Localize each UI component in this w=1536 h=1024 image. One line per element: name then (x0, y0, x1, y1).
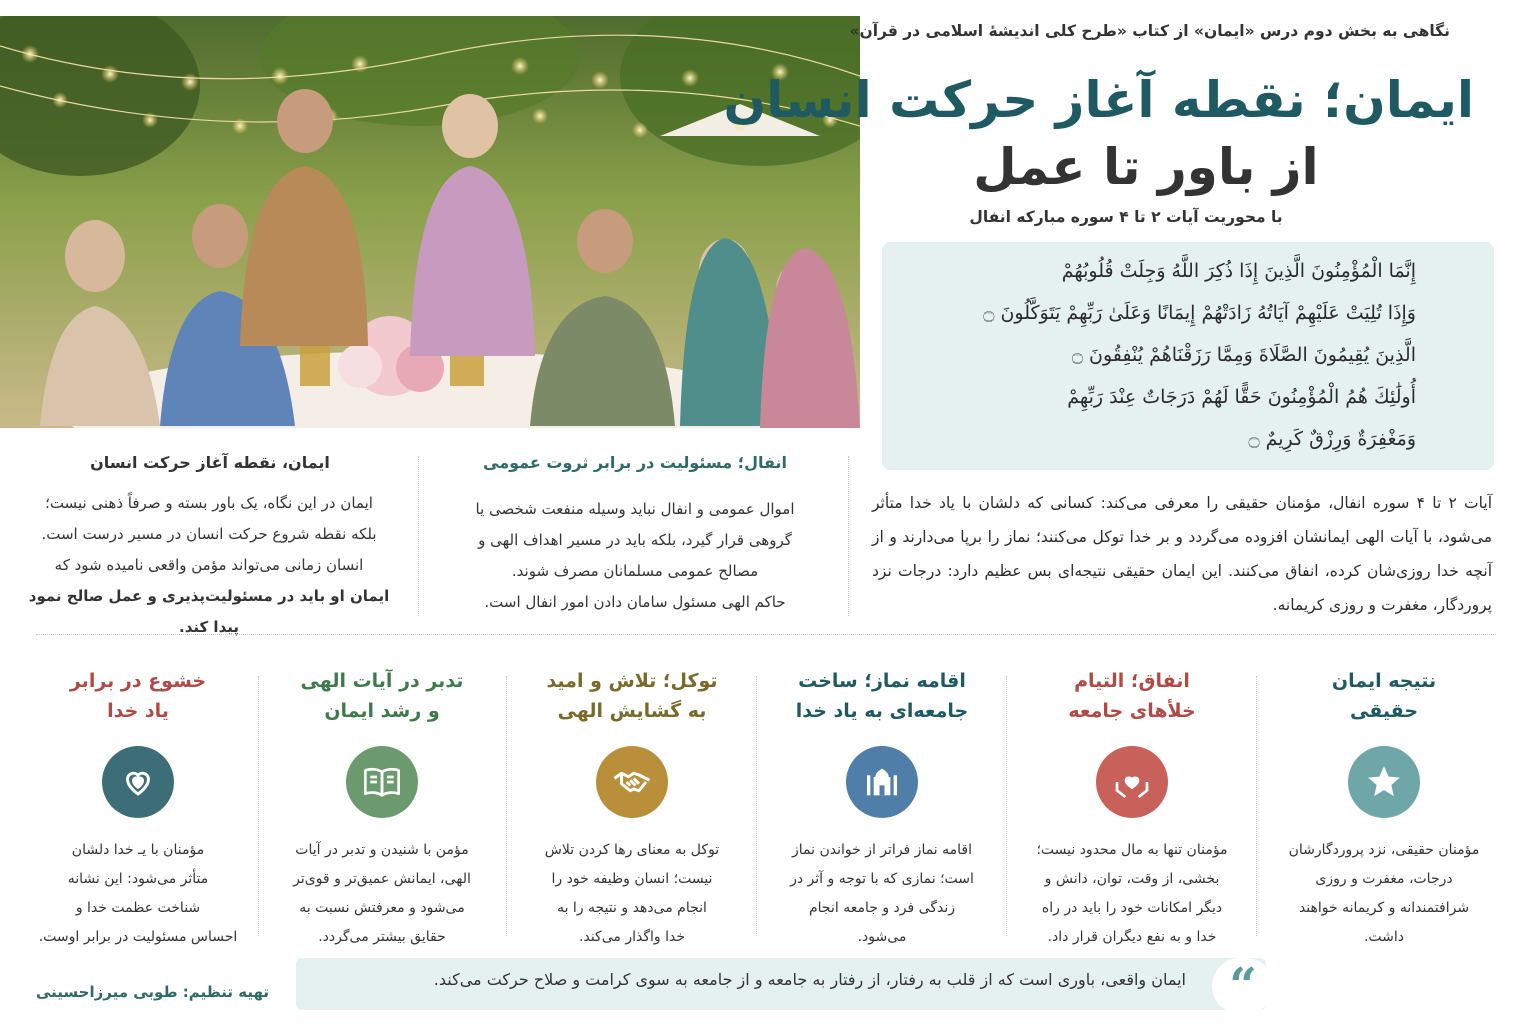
card-title-line: به گشایش الهی (557, 700, 707, 722)
anfal-line: حاکم الهی مسئول سامان دادن امور انفال است. (484, 593, 786, 611)
intro-text: نگاهی به بخش دوم درس «ایمان» از کتاب «طرح کلی اندیشهٔ اسلامی در قرآن» (849, 22, 1450, 40)
card-title-line: توکل؛ تلاش و امید (546, 670, 718, 692)
card-divider (258, 676, 259, 936)
card-title (512, 666, 752, 730)
faith-line: بلکه نقطه شروع حرکت انسان در مسیر درست است. (41, 525, 377, 543)
card-description (262, 836, 502, 952)
credit: تهیه تنظیم: طوبی میرزاحسینی (36, 983, 270, 1001)
card-line: داشت. (1363, 929, 1405, 945)
card-line: خدا واگذار می‌کند. (579, 929, 685, 945)
verse-line: إِنَّمَا الْمُؤْمِنُونَ الَّذِينَ إِذَا ذُكِرَ اللَّهُ وَجِلَتْ قُلُوبُهُمْ (1061, 260, 1416, 282)
card-title (1264, 666, 1504, 730)
card-infaq (1012, 666, 1252, 952)
card-title (762, 666, 1002, 730)
card-reflection (262, 666, 502, 952)
card-title (18, 666, 258, 730)
card-line: است؛ نمازی که با توجه و آثر در (790, 871, 974, 887)
card-title-line: تدبر در آیات الهی (300, 670, 464, 692)
card-description (18, 836, 258, 952)
card-line: شناخت عظمت خدا و (75, 900, 201, 916)
card-line: دیگر امکانات خود را باید در راه (1041, 900, 1223, 916)
faith-line: ایمان در این نگاه، یک باور بسته و صرفاً ذهنی نیست؛ (45, 494, 373, 512)
page-title: ایمان؛ نقطه آغاز حرکت انسان (723, 71, 1474, 129)
quran-verse-box (882, 242, 1494, 470)
mosque-icon (846, 746, 918, 818)
verse-description: آیات ۲ تا ۴ سوره انفال، مؤمنان حقیقی را معرفی می‌کند: کسانی که دلشان با یاد خدا متأثر می‌شود، با آیات الهی ایمانشان افزوده می‌گردد و بر خدا توکل می‌کنند؛ نماز را برپا می‌دارند و از آنچه خدا روزی‌شان کرده، انفاق می‌کنند. این ایمان حقیقی نتیجه‌ای بس عظیم دارد: درجات نزد پروردگار، مغفرت و روزی کریمانه. (872, 494, 1492, 614)
card-line: درجات، مغفرت و روزی (1315, 871, 1453, 887)
card-description (1264, 836, 1504, 952)
subtitle: با محوریت آیات ۲ تا ۴ سوره مبارکه انفال (969, 208, 1283, 226)
card-line: متأثر می‌شود: این نشانه (67, 871, 209, 887)
card-line: خدا و به نفع دیگران قرار داد. (1047, 929, 1217, 945)
card-humility (18, 666, 258, 952)
card-line: مؤمن با شنیدن و تدبر در آیات (295, 842, 469, 858)
column-divider (418, 456, 419, 616)
card-description (762, 836, 1002, 952)
card-line: می‌شود و معرفتش نسبت به (299, 900, 465, 916)
verse-line: أُولَٰئِكَ هُمُ الْمُؤْمِنُونَ حَقًّا لَهُمْ دَرَجَاتٌ عِنْدَ رَبِّهِمْ (1067, 386, 1416, 408)
anfal-heading: انفال؛ مسئولیت در برابر ثروت عمومی (483, 453, 787, 472)
section-divider (36, 634, 1496, 635)
page-subtitle-title: از باور تا عمل (973, 138, 1319, 196)
card-description (512, 836, 752, 952)
card-divider (506, 676, 507, 936)
faith-heading: ایمان، نقطه آغاز حرکت انسان (90, 453, 330, 472)
handshake-icon (596, 746, 668, 818)
heart-icon (102, 746, 174, 818)
star-icon (1348, 746, 1420, 818)
card-title (1012, 666, 1252, 730)
card-tawakkul (512, 666, 752, 952)
anfal-line: مصالح عمومی مسلمانان مصرف شوند. (511, 562, 759, 580)
verse-line: الَّذِينَ يُقِيمُونَ الصَّلَاةَ وَمِمَّا رَزَقْنَاهُمْ يُنْفِقُونَ ۝ (1071, 344, 1416, 366)
card-title-line: اقامه نماز؛ ساخت (798, 670, 966, 692)
quote-mark-icon: “ (1212, 958, 1274, 1014)
card-line: مؤمنان تنها به مال محدود نیست؛ (1036, 842, 1228, 858)
card-line: اقامه نماز فراتر از خواندن نماز (791, 842, 973, 858)
card-line: احساس مسئولیت در برابر اوست. (38, 929, 238, 945)
column-divider (848, 456, 849, 616)
card-title-line: خشوع در برابر (69, 670, 207, 692)
card-title-line: و رشد ایمان (324, 700, 440, 722)
anfal-line: اموال عمومی و انفال نباید وسیله منفعت شخصی یا (475, 500, 795, 518)
verse-line: وَإِذَا تُلِيَتْ عَلَيْهِمْ آيَاتُهُ زَادَتْهُمْ إِيمَانًا وَعَلَىٰ رَبِّهِمْ يَتَوَكَّلُونَ ۝ (983, 302, 1416, 324)
verse-line: وَمَغْفِرَةٌ وَرِزْقٌ كَرِيمٌ ۝ (1248, 428, 1416, 450)
card-title-line: انفاق؛ التیام (1074, 670, 1190, 692)
card-title-line: نتیجه ایمان (1331, 670, 1437, 692)
card-line: بخشی، از وقت، توان، دانش و (1044, 871, 1220, 887)
open-book-icon (346, 746, 418, 818)
card-line: می‌شود. (857, 929, 907, 945)
heart-hands-icon (1096, 746, 1168, 818)
card-title (262, 666, 502, 730)
anfal-line: گروهی قرار گیرد، بلکه باید در مسیر اهداف الهی و (478, 531, 792, 549)
card-line: حقایق بیشتر می‌گردد. (318, 929, 446, 945)
card-line: مؤمنان با یـ خدا دلشان (71, 842, 205, 858)
closing-quote: ایمان واقعی، باوری است که از قلب به رفتار، از رفتار به جامعه و از جامعه به سوی کرامت و صلاح حرکت می‌کند. (433, 970, 1186, 989)
card-description (1012, 836, 1252, 952)
card-title-line: حقیقی (1349, 700, 1419, 722)
card-line: توکل به معنای رها کردن تلاش (544, 842, 720, 858)
card-divider (1006, 676, 1007, 936)
anfal-text (440, 494, 830, 618)
card-divider (756, 676, 757, 936)
faith-line: انسان زمانی می‌تواند مؤمن واقعی نامیده شود که (54, 556, 364, 574)
card-title-line: جامعه‌ای به یاد خدا (795, 700, 969, 722)
card-line: مؤمنان حقیقی، نزد پروردگارشان (1288, 842, 1480, 858)
card-line: انجام می‌دهد و نتیجه را به (557, 900, 707, 916)
card-title-line: خلأهای جامعه (1068, 700, 1196, 722)
card-line: زندگی فرد و جامعه انجام (809, 900, 955, 916)
card-true-faith-result (1264, 666, 1504, 952)
card-title-line: یاد خدا (107, 700, 169, 722)
faith-line: ایمان او باید در مسئولیت‌پذیری و عمل صالح نمود پیدا کند. (28, 587, 390, 636)
card-divider (1256, 676, 1257, 936)
card-line: نیست؛ انسان وظیفه خود را (551, 871, 713, 887)
card-line: الهی، ایمانش عمیق‌تر و قوی‌تر (293, 871, 471, 887)
faith-text (24, 488, 394, 643)
card-prayer (762, 666, 1002, 952)
card-line: شرافتمندانه و کریمانه خواهند (1298, 900, 1470, 916)
